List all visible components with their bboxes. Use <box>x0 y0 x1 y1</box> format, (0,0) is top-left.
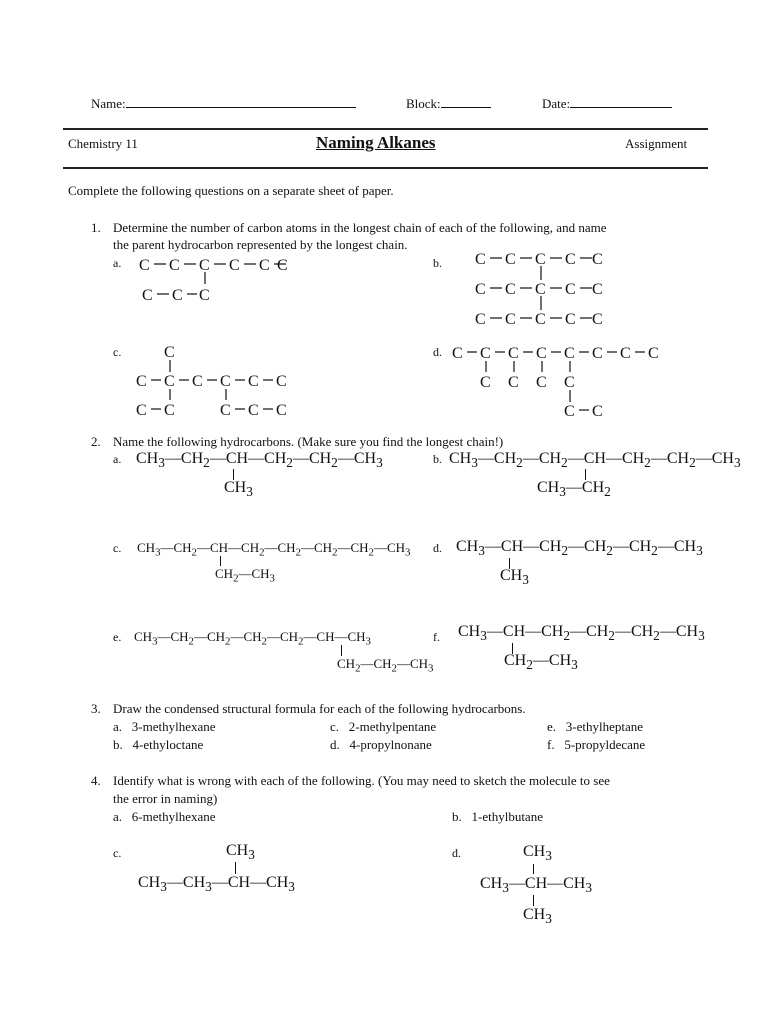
q4-number: 4. <box>91 773 101 788</box>
q1-text-line2: the parent hydrocarbon represented by the longest chain. <box>113 237 408 252</box>
q2f-main-chain: $CH_3—CH—CH_2—CH_2—CH_2—CH_3$ <box>458 623 705 644</box>
course-name: Chemistry 11 <box>68 136 138 151</box>
atom: C <box>142 287 153 304</box>
q1a-structure <box>130 250 300 310</box>
q2b-branch: $CH_3—CH_2$ <box>537 479 611 500</box>
atom: C <box>508 374 519 391</box>
q4a-item <box>113 808 216 825</box>
q4-text-line1: Identify what is wrong with each of the following. (You may need to sketch the molecule to see <box>113 773 610 788</box>
atom: C <box>248 402 259 419</box>
q2a-main-chain: $CH_3—CH_2—CH—CH_2—CH_2—CH_3$ <box>136 450 383 471</box>
q2d-label: d. <box>433 541 442 555</box>
q3-text: Draw the condensed structural formula for each of the following hydrocarbons. <box>113 701 526 716</box>
atom: C <box>139 257 150 274</box>
q1c-label: c. <box>113 345 122 359</box>
q2a-branch: $CH_3$ <box>224 479 253 500</box>
atom: C <box>565 251 576 268</box>
atom: C <box>199 257 210 274</box>
atom: C <box>592 251 603 268</box>
q3d-item <box>330 736 432 753</box>
atom: C <box>475 251 486 268</box>
atom: C <box>648 345 659 362</box>
atom: C <box>475 281 486 298</box>
atom: C <box>508 345 519 362</box>
item-text: 3-methylhexane <box>131 719 216 734</box>
atom: C <box>452 345 463 362</box>
item-text: 4-ethyloctane <box>132 737 204 752</box>
atom: C <box>169 257 180 274</box>
q2c-label: c. <box>113 541 122 555</box>
atom: C <box>136 373 147 390</box>
q4c-main-chain: $CH_3—CH_3—CH—CH_3$ <box>138 874 295 895</box>
q1d-label: d. <box>433 345 442 359</box>
q2c-branch: $CH_2—CH_3$ <box>215 566 275 585</box>
date-field[interactable] <box>542 94 672 112</box>
item-text: 3-ethylheptane <box>565 719 644 734</box>
atom: C <box>592 281 603 298</box>
block-field[interactable] <box>406 94 491 112</box>
atom: C <box>480 345 491 362</box>
q2e-main-chain: $CH_3—CH_2—CH_2—CH_2—CH_2—CH—CH_3$ <box>134 629 371 648</box>
atom: C <box>536 374 547 391</box>
atom: C <box>505 311 516 328</box>
q3b-item <box>113 736 203 753</box>
atom: C <box>248 373 259 390</box>
q2d-branch: $CH_3$ <box>500 567 529 588</box>
atom: C <box>564 403 575 420</box>
page-title: Naming Alkanes <box>316 133 436 152</box>
item-label: f. <box>547 737 555 752</box>
q2e-label: e. <box>113 630 122 644</box>
atom: C <box>565 311 576 328</box>
atom: C <box>220 373 231 390</box>
atom: C <box>199 287 210 304</box>
date-label: Date: <box>542 96 571 111</box>
bond <box>235 862 236 874</box>
block-label: Block: <box>406 96 441 111</box>
header-rule-bottom <box>63 167 708 169</box>
name-label: Name: <box>91 96 126 111</box>
atom: C <box>172 287 183 304</box>
atom: C <box>592 345 603 362</box>
q1-number: 1. <box>91 220 101 235</box>
header-rule-top <box>63 128 708 130</box>
q3f-item <box>547 736 645 753</box>
item-text: 1-ethylbutane <box>471 809 543 824</box>
atom: C <box>276 402 287 419</box>
atom: C <box>535 281 546 298</box>
item-label: b. <box>452 809 462 824</box>
q1-text-line1: Determine the number of carbon atoms in the longest chain of each of the following, and name <box>113 220 607 235</box>
item-label: b. <box>113 737 123 752</box>
assignment-type: Assignment <box>625 136 688 151</box>
q1d-structure <box>450 340 665 425</box>
q1b-label: b. <box>433 256 442 270</box>
q3a-item <box>113 718 216 735</box>
q4d-top-branch: $CH_3$ <box>523 843 552 864</box>
atom: C <box>229 257 240 274</box>
atom: C <box>164 402 175 419</box>
atom: C <box>259 257 270 274</box>
q2-text: Name the following hydrocarbons. (Make sure you find the longest chain!) <box>113 434 504 449</box>
atom: C <box>564 374 575 391</box>
item-label: a. <box>113 809 123 824</box>
atom: C <box>620 345 631 362</box>
q4b-item <box>452 808 543 825</box>
atom: C <box>505 251 516 268</box>
q4c-label: c. <box>113 846 122 860</box>
atom: C <box>592 311 603 328</box>
q2f-branch: $CH_2—CH_3$ <box>504 652 578 673</box>
bond <box>533 895 534 906</box>
q1c-structure <box>130 340 300 425</box>
atom: C <box>535 311 546 328</box>
atom: C <box>164 344 175 361</box>
q2e-branch: $CH_2—CH_2—CH_3$ <box>337 656 434 675</box>
q4c-top-branch: $CH_3$ <box>226 842 255 863</box>
q2a-label: a. <box>113 452 122 466</box>
q4-text-line2: the error in naming) <box>113 791 218 806</box>
item-text: 2-methylpentane <box>348 719 437 734</box>
item-label: a. <box>113 719 123 734</box>
atom: C <box>592 403 603 420</box>
q1a-label: a. <box>113 256 122 270</box>
item-label: e. <box>547 719 557 734</box>
name-field[interactable] <box>91 94 356 112</box>
q4d-bottom-branch: $CH_3$ <box>523 906 552 927</box>
q4d-label: d. <box>452 846 461 860</box>
q2b-main-chain: $CH_3—CH_2—CH_2—CH—CH_2—CH_2—CH_3$ <box>449 450 741 471</box>
q2b-label: b. <box>433 452 442 466</box>
atom: C <box>475 311 486 328</box>
q3c-item <box>330 718 436 735</box>
item-text: 5-propyldecane <box>564 737 646 752</box>
q4d-main-chain: $CH_3—CH—CH_3$ <box>480 875 593 896</box>
bond <box>533 864 534 874</box>
atom: C <box>277 257 288 274</box>
q3e-item <box>547 718 643 735</box>
q1b-structure <box>470 248 610 333</box>
atom: C <box>564 345 575 362</box>
atom: C <box>192 373 203 390</box>
q3-number: 3. <box>91 701 101 716</box>
item-label: c. <box>330 719 340 734</box>
atom: C <box>536 345 547 362</box>
atom: C <box>164 373 175 390</box>
atom: C <box>276 373 287 390</box>
atom: C <box>220 402 231 419</box>
q2c-main-chain: $CH_3—CH_2—CH—CH_2—CH_2—CH_2—CH_2—CH_3$ <box>137 540 411 559</box>
q2f-label: f. <box>433 630 440 644</box>
q2-number: 2. <box>91 434 101 449</box>
intro-text: Complete the following questions on a separate sheet of paper. <box>68 183 394 198</box>
atom: C <box>505 281 516 298</box>
item-text: 6-methylhexane <box>131 809 216 824</box>
item-label: d. <box>330 737 340 752</box>
item-text: 4-propylnonane <box>349 737 432 752</box>
atom: C <box>565 281 576 298</box>
atom: C <box>480 374 491 391</box>
atom: C <box>136 402 147 419</box>
atom: C <box>535 251 546 268</box>
q2d-main-chain: $CH_3—CH—CH_2—CH_2—CH_2—CH_3$ <box>456 538 703 559</box>
q1a-last-atom <box>277 250 297 275</box>
q1b-end-atoms <box>592 248 612 333</box>
